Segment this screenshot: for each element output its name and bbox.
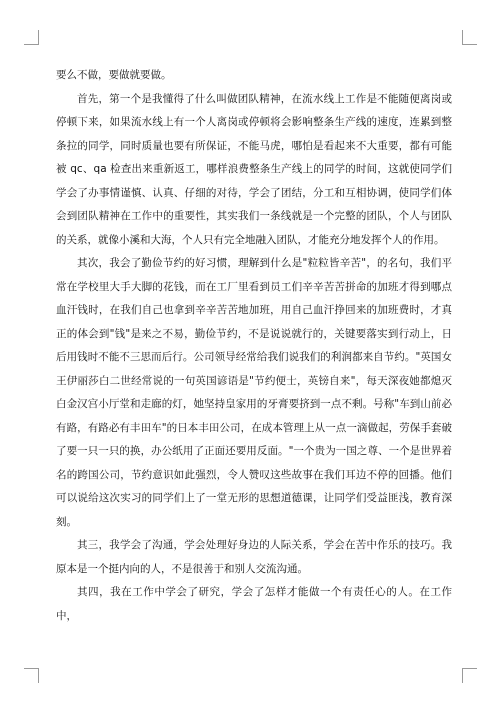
- crop-mark-top-left: [24, 30, 39, 45]
- paragraph-research: 其四，我在工作中学会了研究，学会了怎样才能做一个有责任心的人。在工作中，: [56, 586, 452, 622]
- paragraph-teamwork: 首先，第一个是我懂得了什么叫做团队精神，在流水线上工作是不能随便离岗或停顿下来，如果流水线上有一个人离岗或停顿将会影响整条生产线的速度，连累到整条拉的同学，同时质量也要有所保证，不能马虎，哪怕是看起来不大重要，都有可能被 qc、qa 检查出来重新返工，哪样浪费整条生产线上的同学的时间，这就使同学们学会了办事情谨慎、认真、仔细的对待，学会了团结，分工和互相协调，使同学们体会到团队精神在工作中的重要性，其实我们一条线就是一个完整的团队，个人与团队的关系，就像小溪和大海，个人只有完全地融入团队，才能充分地发挥个人的作用。: [56, 92, 452, 246]
- paragraph-thrift: 其次，我会了勤俭节约的好习惯，理解到什么是"粒粒皆辛苦"，的名句，我们平常在学校里大手大脚的花钱，而在工厂里看到员工们辛辛苦苦拼命的加班才得到哪点血汗钱时，在我们自己也拿到辛辛苦苦地加班，用自己血汗挣回来的加班费时，才真正的体会到"钱"是来之不易，勤俭节约，不是说说就行的，关键要落实到行动上，日后用钱时不能不三思而后行。公司领导经常给我们说我们的利润都来自节约。"英国女王伊丽莎白二世经常说的一句英国谚语是"节约便士，英镑自来"，每天深夜她都熄灭白金汉宫小厅堂和走廊的灯，她坚持皇家用的牙膏要挤到一点不剩。号称"车到山前必有路，有路必有丰田车"的日本丰田公司，在成本管理上从一点一滴做起，劳保手套破了要一只一只的换，办公纸用了正面还要用反面。"一个贵为一国之尊、一个是世界着名的跨国公司，节约意识如此强烈，令人赞叹这些故事在我们耳边不停的回播。他们可以说给这次实习的同学们上了一堂无形的思想道德课，让同学们受益匪浅，教育深刻。: [56, 257, 452, 528]
- paragraph-communication: 其三，我学会了沟通，学会处理好身边的人际关系，学会在苦中作乐的技巧。我原本是一个挺内向的人，不是很善于和别人交流沟通。: [56, 539, 452, 575]
- document-body: [56, 64, 452, 628]
- crop-mark-bottom-left: [24, 668, 39, 683]
- crop-mark-bottom-right: [462, 668, 477, 683]
- paragraph-continuation: 要么不做，要做就要做。: [56, 69, 172, 81]
- crop-mark-top-right: [462, 30, 477, 45]
